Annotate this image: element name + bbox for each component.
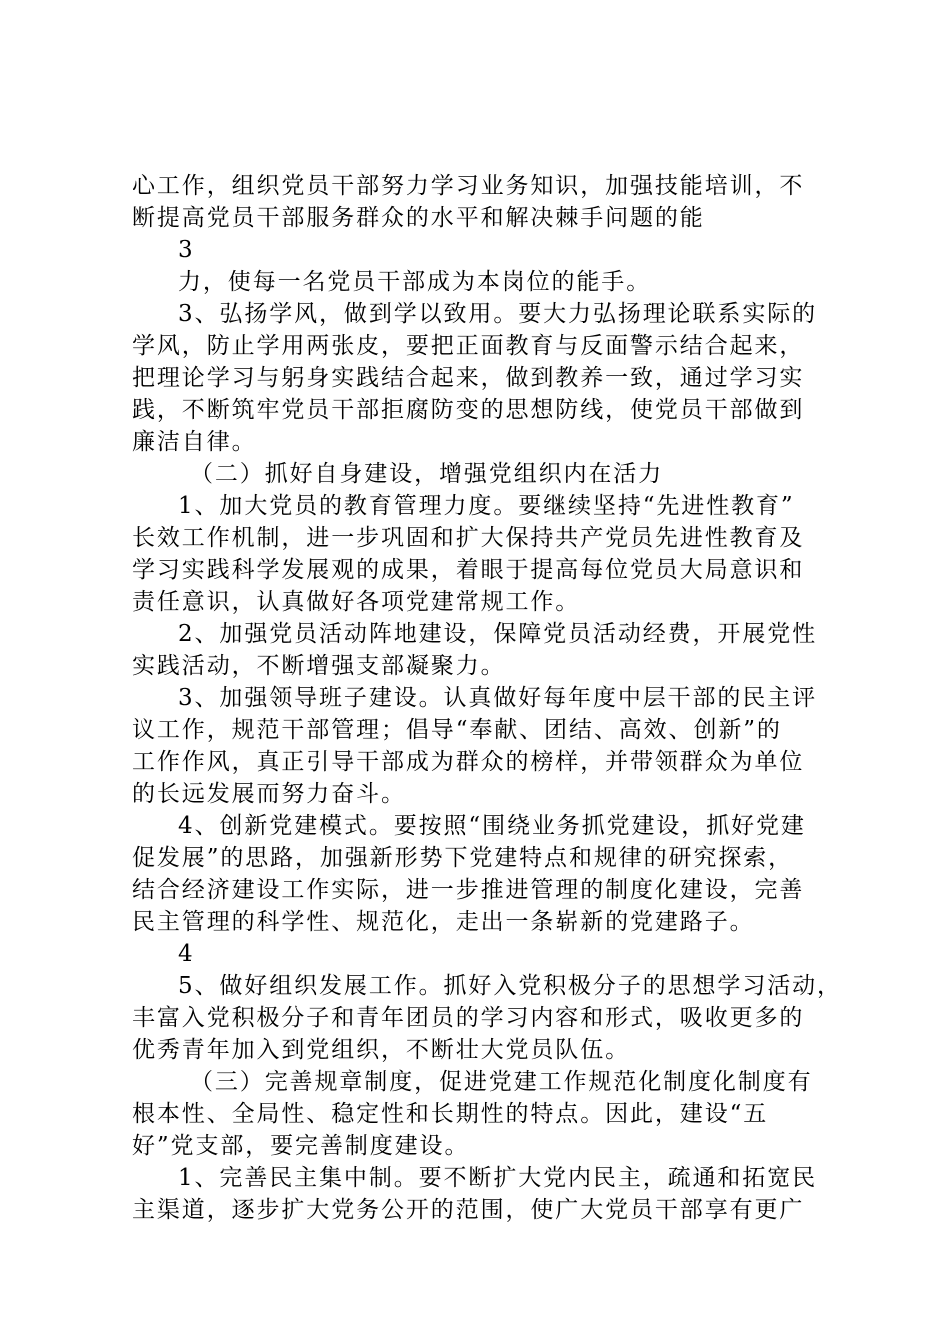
paragraph-start: 3、弘扬学风，做到学以致用。要大力弘扬理论联系实际的 [178,301,818,327]
text-line: 议工作，规范干部管理；倡导“奉献、团结、高效、创新”的 [132,717,782,743]
page-number: 3 [178,237,193,263]
text-line: 促发展”的思路，加强新形势下党建特点和规律的研究探索， [132,845,794,871]
text-line: 学习实践科学发展观的成果，着眼于提高每位党员大局意识和 [132,557,805,583]
text-line: 民主管理的科学性、规范化，走出一条崭新的党建路子。 [132,909,755,935]
document-body [132,170,842,1226]
page-number: 4 [178,941,193,967]
text-line: 责任意识，认真做好各项党建常规工作。 [132,589,581,615]
section-heading: （三）完善规章制度，促进党建工作规范化制度化制度有 [190,1069,813,1095]
text-line: 长效工作机制，进一步巩固和扩大保持共产党员先进性教育及 [132,525,805,551]
text-line: 学风，防止学用两张皮，要把正面教育与反面警示结合起来， [132,333,805,359]
text-line: 的长远发展而努力奋斗。 [132,781,406,807]
text-line: 心工作，组织党员干部努力学习业务知识，加强技能培训，不 [132,173,805,199]
text-line: 把理论学习与躬身实践结合起来，做到教养一致，通过学习实 [132,365,805,391]
text-line: 丰富入党积极分子和青年团员的学习内容和形式，吸收更多的 [132,1005,805,1031]
paragraph-start: 1、加大党员的教育管理力度。要继续坚持“先进性教育” [178,493,795,519]
paragraph-start: 4、创新党建模式。要按照“围绕业务抓党建设，抓好党建 [178,813,806,839]
text-line: 主渠道，逐步扩大党务公开的范围，使广大党员干部享有更广 [132,1197,805,1223]
text-line: 根本性、全局性、稳定性和长期性的特点。因此，建设“五 [132,1101,769,1127]
paragraph-start: 3、加强领导班子建设。认真做好每年度中层干部的民主评 [178,685,818,711]
text-line: 工作作风，真正引导干部成为群众的榜样，并带领群众为单位 [132,749,805,775]
paragraph-start: 5、做好组织发展工作。抓好入党积极分子的思想学习活动， [178,973,842,999]
text-line: 结合经济建设工作实际，进一步推进管理的制度化建设，完善 [132,877,805,903]
text-line: 好”党支部，要完善制度建设。 [132,1133,470,1159]
paragraph-start: 2、加强党员活动阵地建设，保障党员活动经费，开展党性 [178,621,818,647]
text-line: 实践活动，不断增强支部凝聚力。 [132,653,506,679]
text-line: 力，使每一名党员干部成为本岗位的能手。 [178,269,652,295]
section-heading: （二）抓好自身建设，增强党组织内在活力 [190,461,664,487]
text-line: 断提高党员干部服务群众的水平和解决棘手问题的能 [132,205,705,231]
text-line: 廉洁自律。 [132,429,257,455]
paragraph-start: 1、完善民主集中制。要不断扩大党内民主，疏通和拓宽民 [178,1165,818,1191]
text-line: 践，不断筑牢党员干部拒腐防变的思想防线，使党员干部做到 [132,397,805,423]
text-line: 优秀青年加入到党组织，不断壮大党员队伍。 [132,1037,630,1063]
